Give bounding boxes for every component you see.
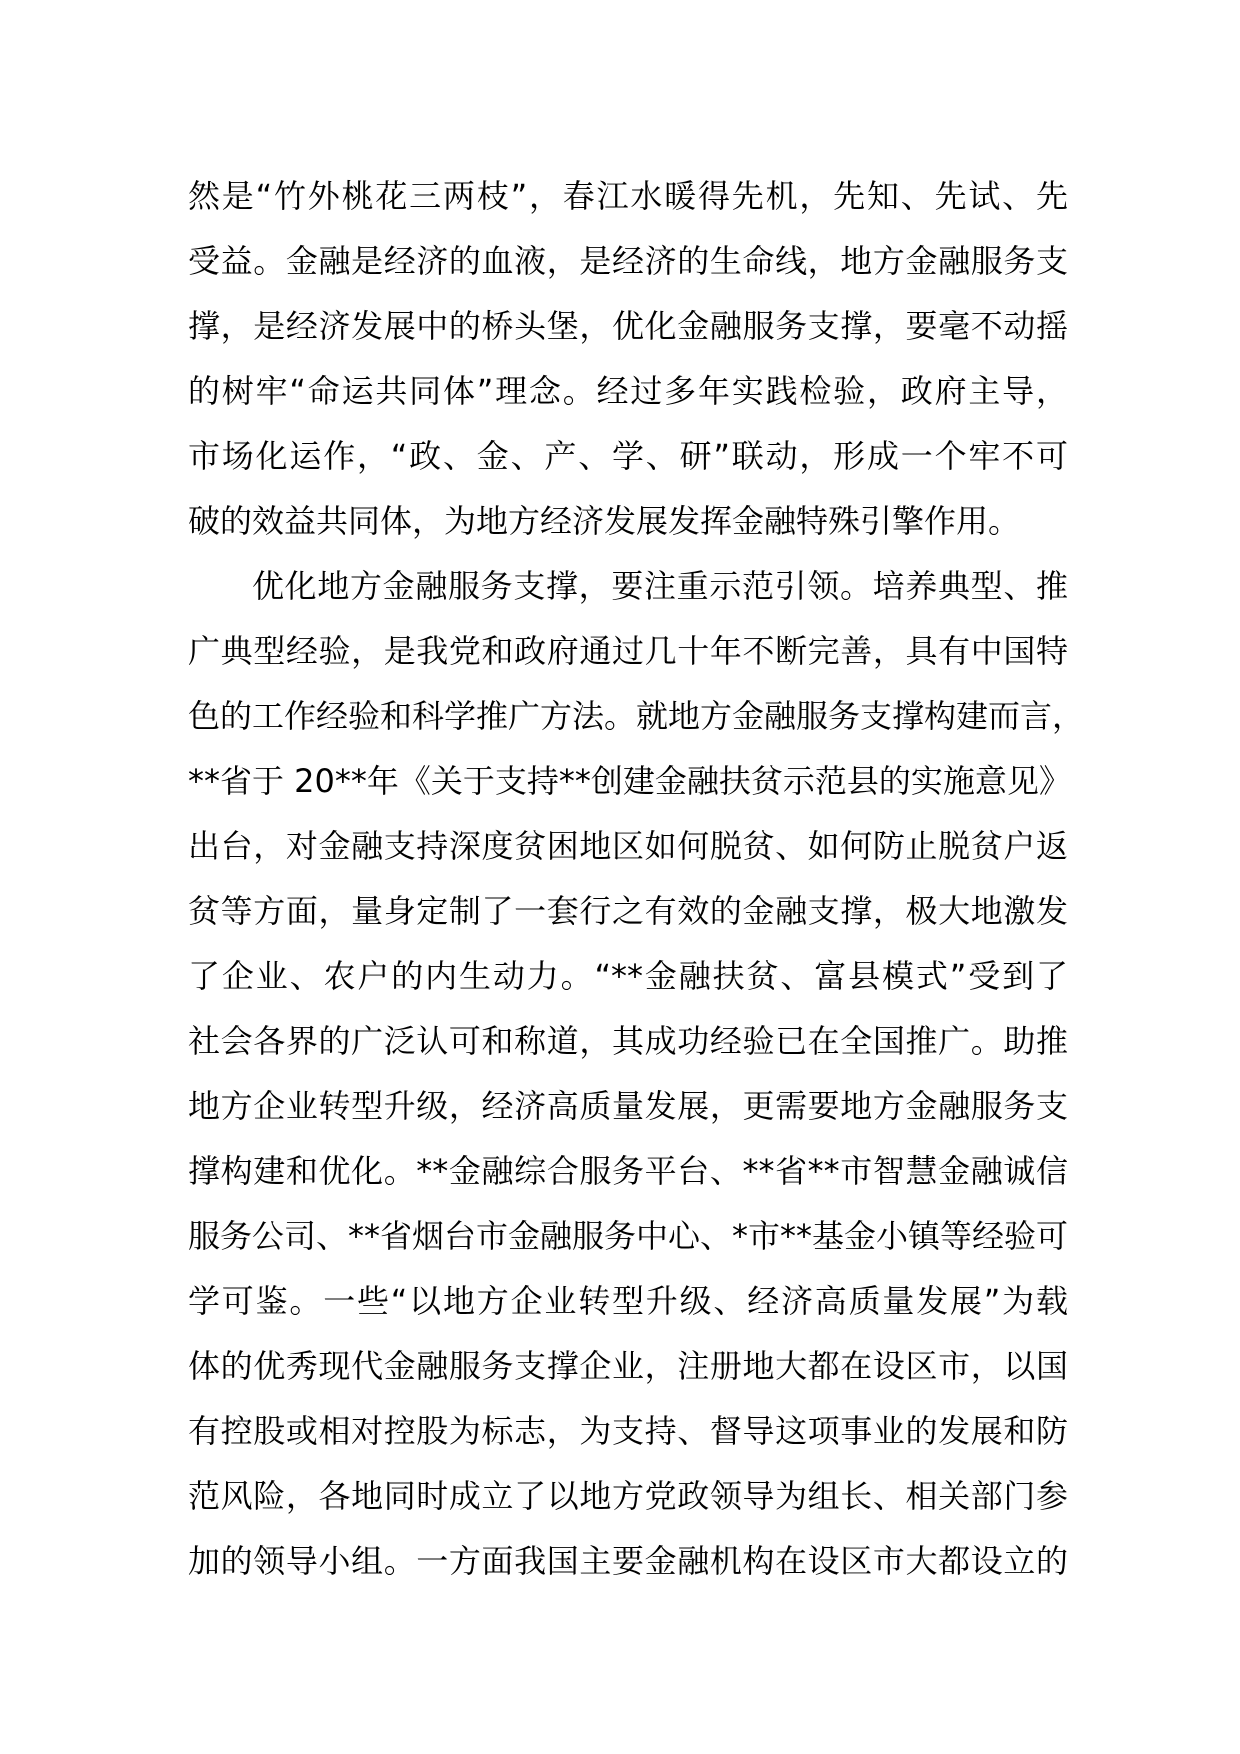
text-line: 加的领导小组。一方面我国主要金融机构在设区市大都设立的 (188, 1542, 1068, 1580)
text-line: 色的工作经验和科学推广方法。就地方金融服务支撑构建而言， (188, 697, 1085, 735)
text-line: 受益。金融是经济的血液，是经济的生命线，地方金融服务支 (188, 242, 1068, 280)
text-line: 服务公司、**省烟台市金融服务中心、*市**基金小镇等经验可 (188, 1217, 1069, 1255)
paragraph-end-line: 破的效益共同体，为地方经济发展发挥金融特殊引擎作用。 (188, 502, 1021, 540)
text-line: 地方企业转型升级，经济高质量发展，更需要地方金融服务支 (188, 1087, 1068, 1125)
text-line: 社会各界的广泛认可和称道，其成功经验已在全国推广。助推 (188, 1022, 1068, 1060)
body-text (188, 164, 1085, 1594)
text-line: 市场化运作，“政、金、产、学、研”联动，形成一个牢不可 (188, 437, 1068, 475)
text-line: 的树牢“命运共同体”理念。经过多年实践检验，政府主导， (188, 372, 1068, 410)
text-line: 撑，是经济发展中的桥头堡，优化金融服务支撑，要毫不动摇 (188, 307, 1068, 345)
text-line: 出台，对金融支持深度贫困地区如何脱贫、如何防止脱贫户返 (188, 827, 1068, 865)
text-line: 体的优秀现代金融服务支撑企业，注册地大都在设区市，以国 (188, 1347, 1068, 1385)
text-line: 撑构建和优化。**金融综合服务平台、**省**市智慧金融诚信 (188, 1152, 1068, 1190)
paragraph-start-line: 优化地方金融服务支撑，要注重示范引领。培养典型、推 (252, 567, 1068, 605)
text-line: 贫等方面，量身定制了一套行之有效的金融支撑，极大地激发 (188, 892, 1068, 930)
text-line: 有控股或相对控股为标志，为支持、督导这项事业的发展和防 (188, 1412, 1068, 1450)
text-line: 范风险，各地同时成立了以地方党政领导为组长、相关部门参 (188, 1477, 1068, 1515)
text-line: 了企业、农户的内生动力。“**金融扶贫、富县模式”受到了 (188, 957, 1068, 995)
text-line: 广典型经验，是我党和政府通过几十年不断完善，具有中国特 (188, 632, 1068, 670)
text-line: 然是“竹外桃花三两枝”，春江水暖得先机，先知、先试、先 (188, 177, 1068, 215)
text-line: **省于 20**年《关于支持**创建金融扶贫示范县的实施意见》 (188, 762, 1071, 800)
text-line: 学可鉴。一些“以地方企业转型升级、经济高质量发展”为载 (188, 1282, 1068, 1320)
